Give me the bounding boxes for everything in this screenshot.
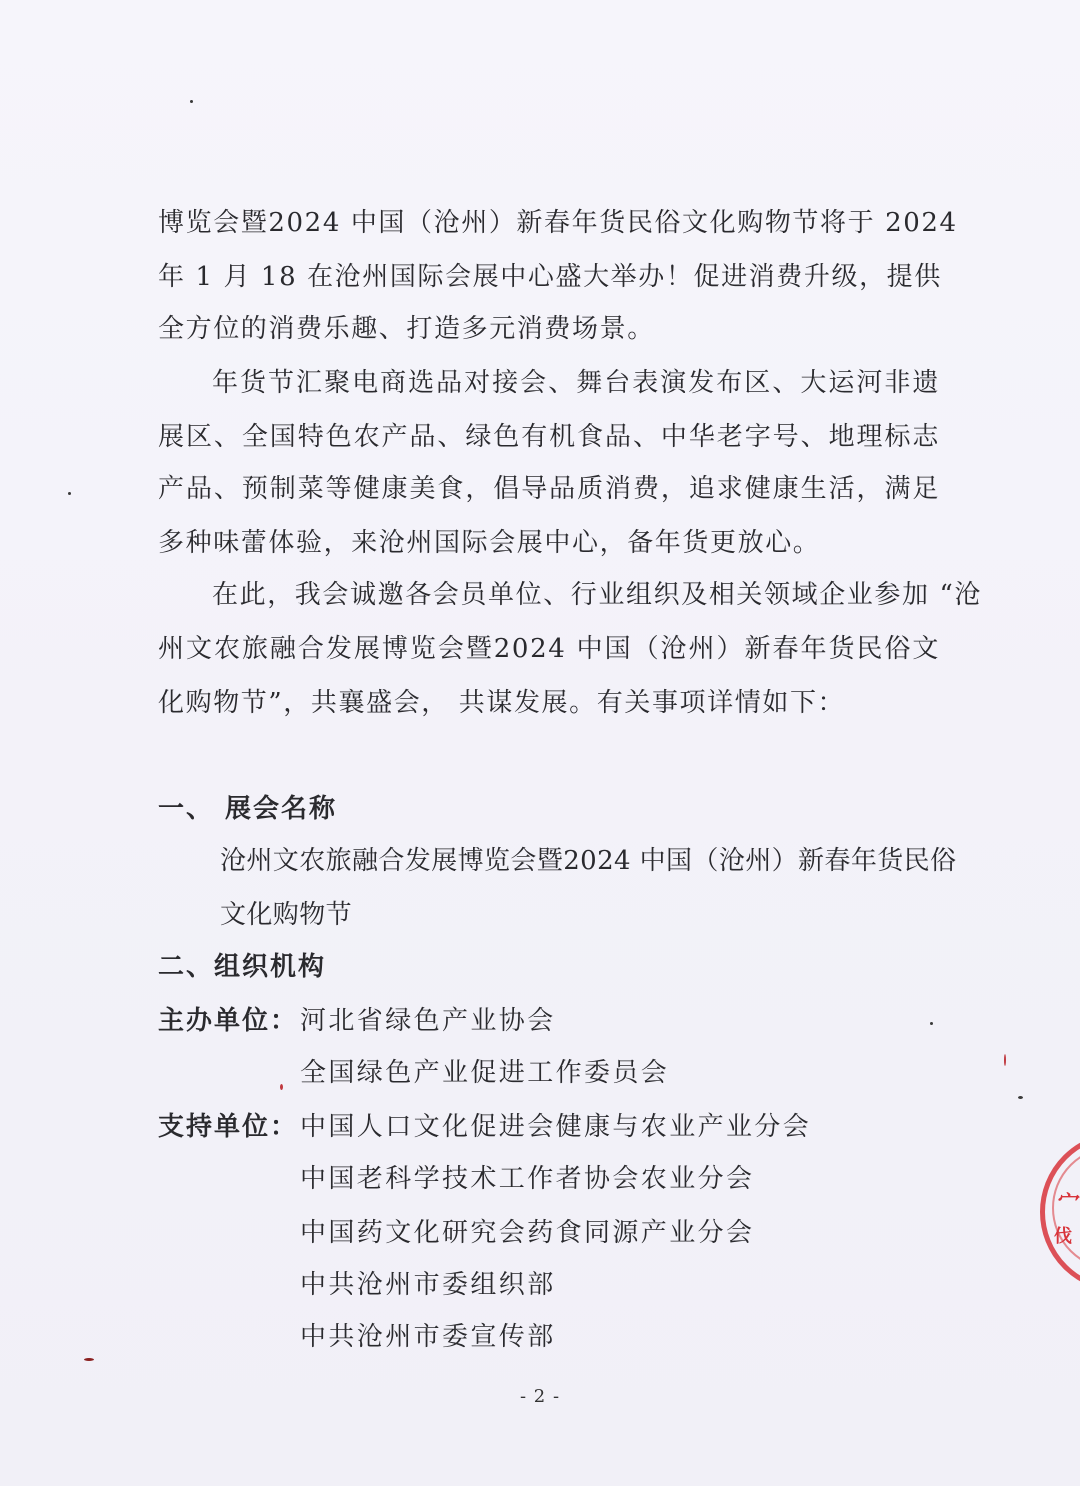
page-number: - 2 - xyxy=(519,1386,561,1407)
host-label: 主办单位： xyxy=(158,1006,299,1036)
paragraph-2-line-1: 年货节汇聚电商选品对接会、舞台表演发布区、大运河非遗 xyxy=(212,368,940,398)
section-1-heading: 一、 展会名称 xyxy=(158,794,338,824)
support-item: 中国药文化研究会药食同源产业分会 xyxy=(300,1218,755,1248)
paragraph-3-line-1: 在此，我会诚邀各会员单位、行业组织及相关领域企业参加 “沧 xyxy=(212,580,982,610)
scan-speck xyxy=(84,1358,94,1361)
section-1-line-2: 文化购物节 xyxy=(220,900,353,930)
support-label: 支持单位： xyxy=(158,1112,299,1142)
paragraph-2-line-2: 展区、全国特色农产品、绿色有机食品、中华老字号、地理标志 xyxy=(158,422,940,452)
host-item: 全国绿色产业促进工作委员会 xyxy=(300,1058,670,1088)
red-seal-glyph: 伐 xyxy=(1054,1226,1072,1247)
support-item: 中共沧州市委宣传部 xyxy=(300,1322,556,1352)
support-item: 中共沧州市委组织部 xyxy=(300,1270,556,1300)
section-1-line-1: 沧州文农旅融合发展博览会暨2024 中国（沧州）新春年货民俗 xyxy=(220,846,957,876)
section-2-heading: 二、组织机构 xyxy=(158,952,327,982)
paragraph-1-line-2: 年 1 月 18 在沧州国际会展中心盛大举办！促进消费升级，提供 xyxy=(158,262,942,292)
scan-speck xyxy=(1004,1054,1006,1066)
paragraph-2-line-4: 多种味蕾体验，来沧州国际会展中心，备年货更放心。 xyxy=(158,528,821,558)
scan-speck xyxy=(280,1084,283,1090)
paragraph-3-line-3: 化购物节”，共襄盛会， 共谋发展。有关事项详情如下： xyxy=(158,688,846,718)
paragraph-2-line-3: 产品、预制菜等健康美食，倡导品质消费，追求健康生活，满足 xyxy=(158,474,940,504)
host-item: 河北省绿色产业协会 xyxy=(300,1006,556,1036)
scan-speck xyxy=(68,492,71,495)
paragraph-3-line-2: 州文农旅融合发展博览会暨2024 中国（沧州）新春年货民俗文 xyxy=(158,634,940,664)
support-item: 中国老科学技术工作者协会农业分会 xyxy=(300,1164,755,1194)
scan-speck xyxy=(1018,1096,1023,1099)
support-item: 中国人口文化促进会健康与农业产业分会 xyxy=(300,1112,812,1142)
scan-speck xyxy=(190,100,193,103)
paragraph-1-line-1: 博览会暨2024 中国（沧州）新春年货民俗文化购物节将于 2024 xyxy=(158,208,958,238)
red-seal-glyph: 宀 xyxy=(1058,1190,1080,1216)
paragraph-1-line-3: 全方位的消费乐趣、打造多元消费场景。 xyxy=(158,314,655,344)
scan-speck xyxy=(930,1022,933,1025)
